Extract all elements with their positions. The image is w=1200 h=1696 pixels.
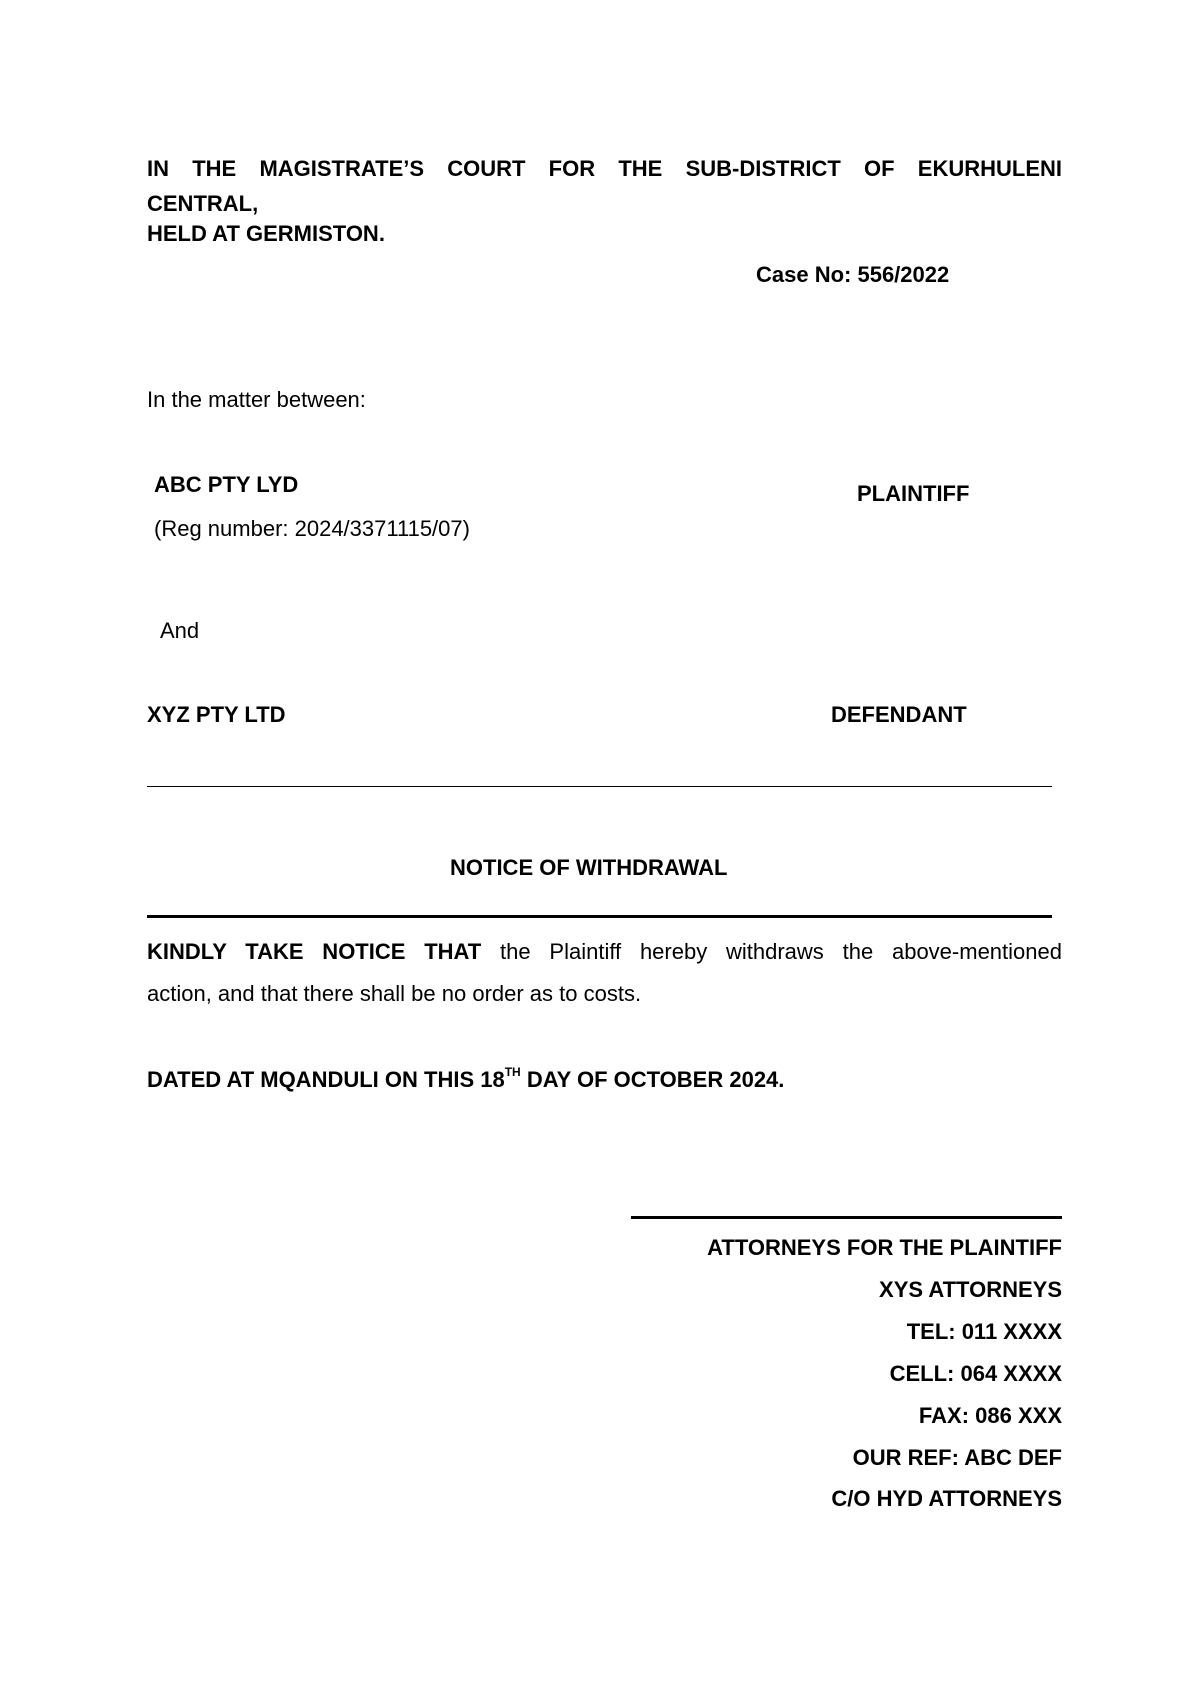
divider-bottom [147, 915, 1052, 918]
signature-tel: TEL: 011 XXXX [906, 1319, 1062, 1344]
dated-line [147, 1067, 784, 1093]
notice-lead-bold: KINDLY TAKE NOTICE THAT [147, 939, 482, 964]
matter-intro: In the matter between: [147, 387, 366, 412]
signature-firm-name: XYS ATTORNEYS [879, 1277, 1062, 1302]
held-at-line: HELD AT GERMISTON. [147, 221, 385, 246]
signature-care-of: C/O HYD ATTORNEYS [831, 1486, 1062, 1511]
notice-line-1-rest: the Plaintiff hereby withdraws the above-mentioned [500, 939, 1062, 964]
plaintiff-reg-number: (Reg number: 2024/3371115/07) [154, 516, 470, 541]
plaintiff-role: PLAINTIFF [857, 481, 970, 506]
dated-suffix: DAY OF OCTOBER 2024. [520, 1067, 785, 1092]
dated-superscript: TH [504, 1065, 521, 1079]
dated-prefix: DATED AT MQANDULI ON THIS 18 [147, 1067, 505, 1092]
defendant-name: XYZ PTY LTD [147, 702, 286, 727]
divider-top [147, 786, 1052, 787]
defendant-role: DEFENDANT [831, 702, 967, 727]
case-number: Case No: 556/2022 [756, 262, 950, 287]
signature-attorneys-for: ATTORNEYS FOR THE PLAINTIFF [707, 1235, 1062, 1260]
court-heading-line: IN THE MAGISTRATE’S COURT FOR THE SUB-DISTRICT OF EKURHULENI [147, 156, 1062, 181]
signature-line [631, 1216, 1062, 1219]
notice-body-line-1 [147, 939, 1062, 965]
court-heading-line-2: CENTRAL, [147, 191, 259, 216]
signature-fax: FAX: 086 XXX [918, 1403, 1062, 1428]
signature-our-ref: OUR REF: ABC DEF [852, 1445, 1062, 1470]
notice-body-line-2: action, and that there shall be no order as to costs. [147, 981, 642, 1006]
signature-cell: CELL: 064 XXXX [889, 1361, 1062, 1386]
plaintiff-name: ABC PTY LYD [154, 472, 299, 497]
and-conjunction: And [160, 618, 200, 643]
notice-title: NOTICE OF WITHDRAWAL [450, 855, 728, 880]
